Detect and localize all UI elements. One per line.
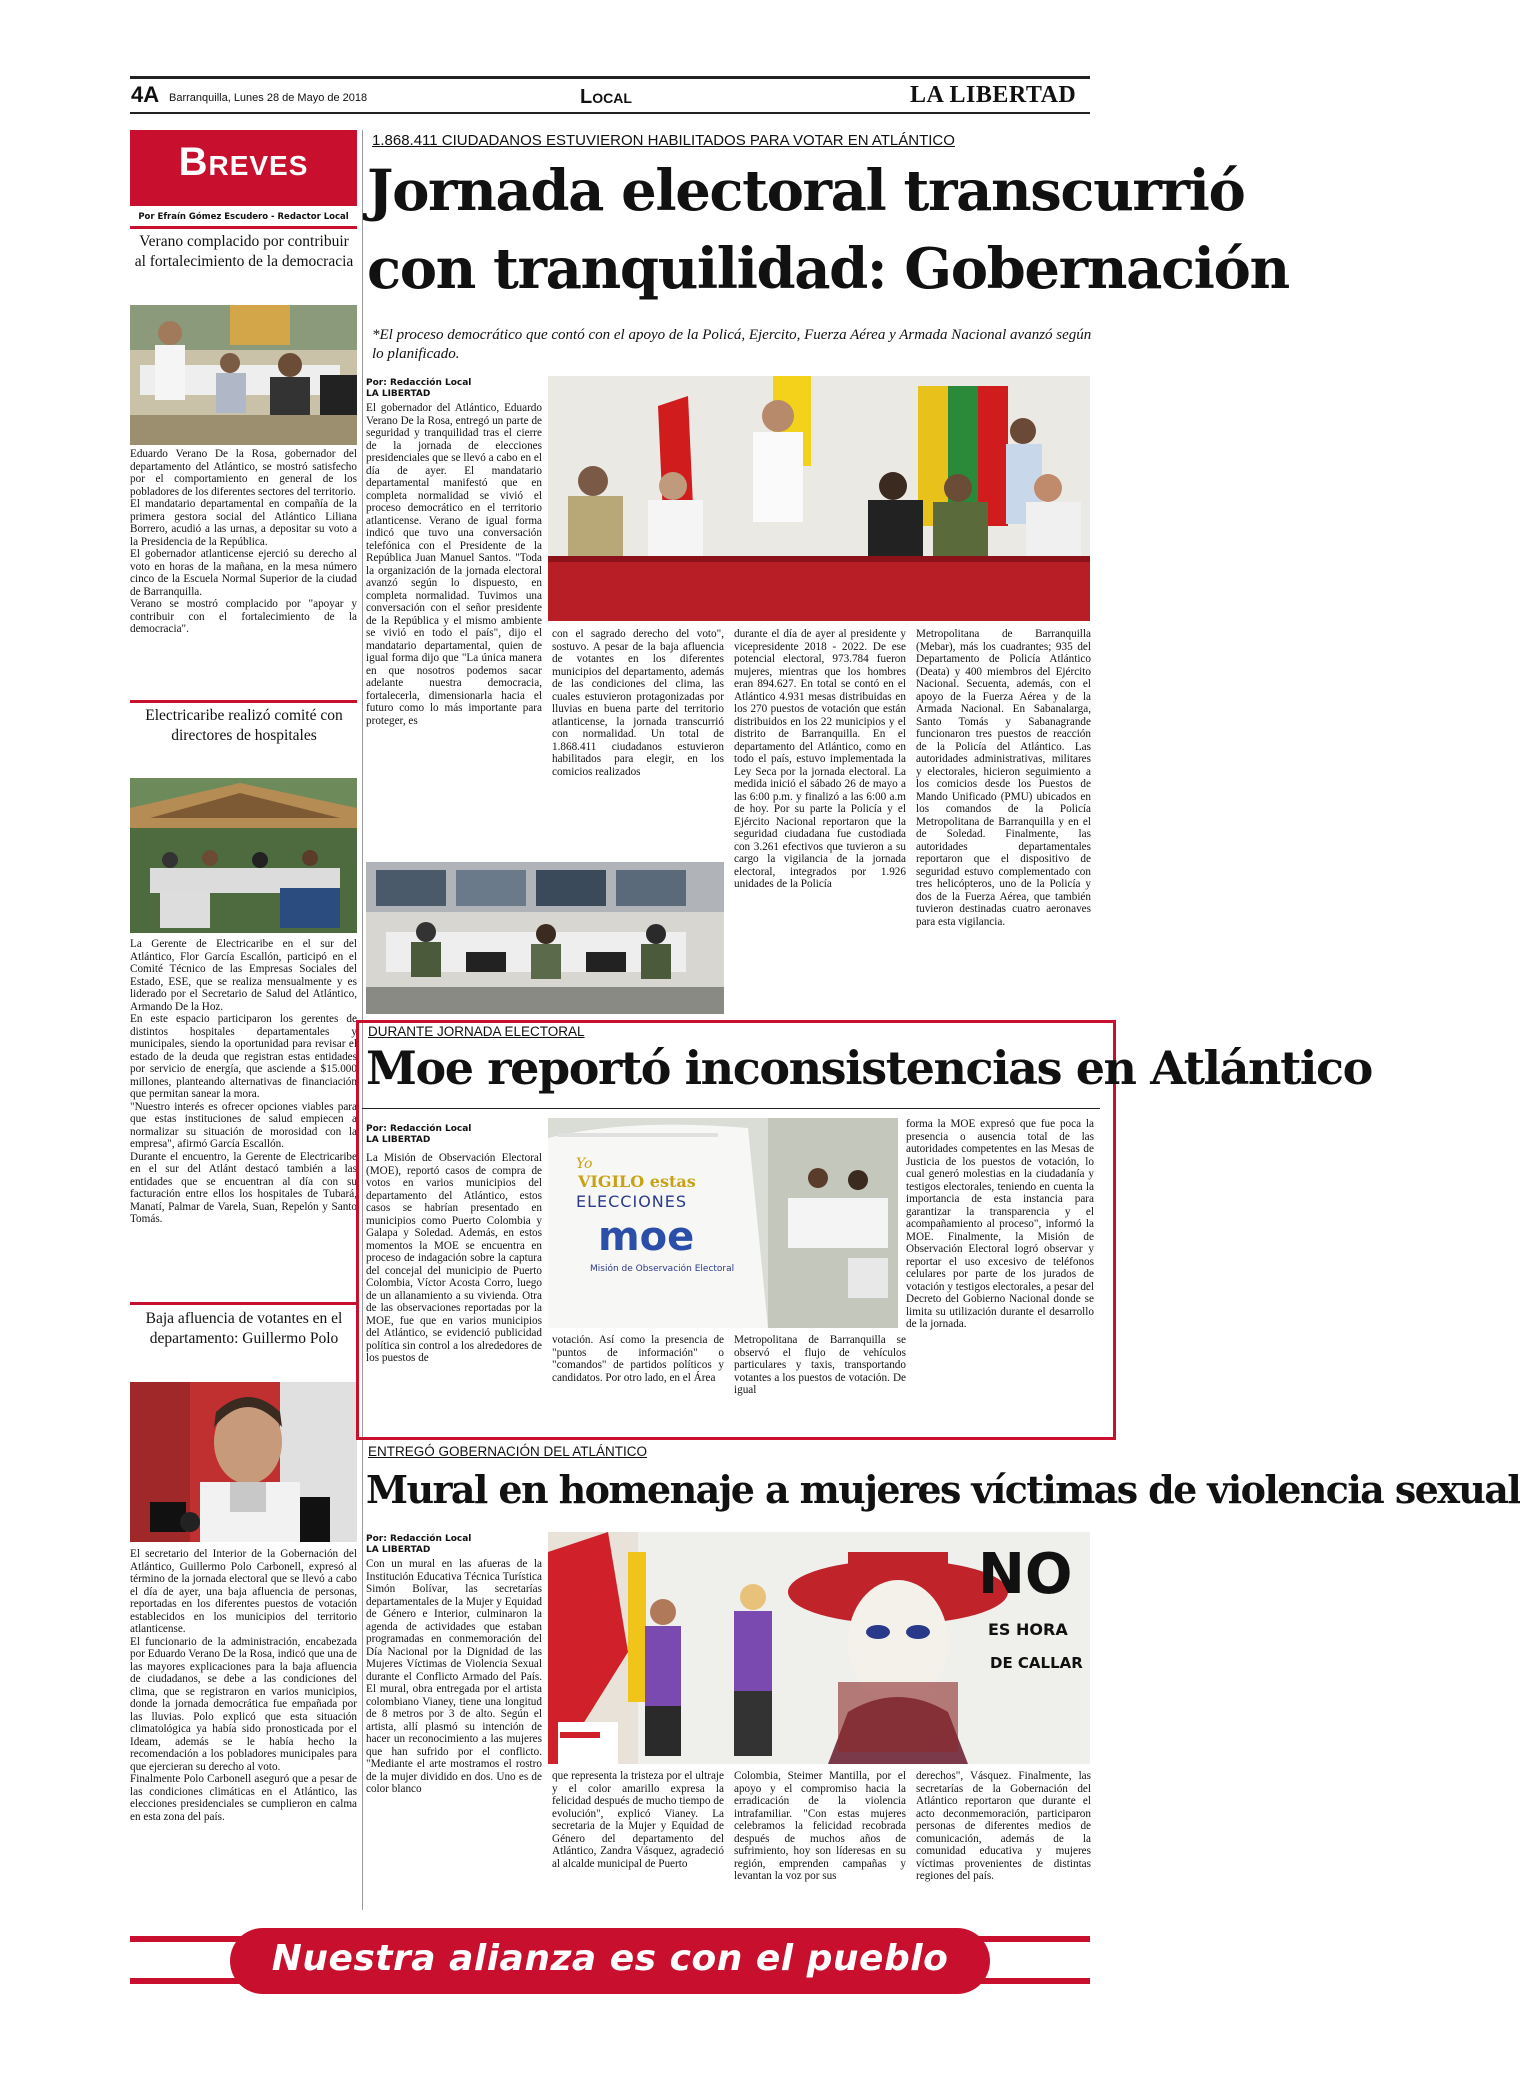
mural-kicker: ENTREGÓ GOBERNACIÓN DEL ATLÁNTICO <box>368 1444 648 1459</box>
mural-col-4: derechos", Vásquez. Finalmente, las secretarías de la Gobernación del Atlántico reportaron que durante el acto deconmemoración, participaron personas de diferentes medios de comunicación, además de la comunidad educativa y mujeres víctimas provenientes de distintas regiones del país. <box>916 1770 1091 1882</box>
mural-text-es-hora: ES HORA <box>988 1620 1068 1639</box>
moe-byline <box>366 1124 471 1146</box>
moe-byline-paper: LA LIBERTAD <box>366 1135 431 1145</box>
main-byline-paper: LA LIBERTAD <box>366 389 431 399</box>
brief-1-paragraph: El gobernador atlanticense ejerció su derecho al voto en horas de la mañana, en la mesa número cinco de la Escuela Normal Superior de la ciudad de Barranquilla. <box>130 548 357 598</box>
brief-3-body <box>130 1548 357 1908</box>
brief-1-paragraph: El mandatario departamental en compañía de la primera gestora social del Atlántico Liliana Borrero, acudió a las urnas, a depositar su voto a la Presidencia de la República. <box>130 498 357 548</box>
sidebar-red-rule <box>130 700 357 703</box>
moe-col-4: forma la MOE expresó que fue poca la presencia o ausencia total de las autoridades competentes en las Mesas de Justicia de los puestos de votación, lo cual generó molestias en la ciudadanía y testigos electorales, teniendo en cuenta la importancia de esta instancia para garantizar la transparencia y el acompañamiento al proceso", informó la MOE. Finalmente, la Misión de Observación Electoral logró observar y reportar el uso excesivo de teléfonos celulares por parte de los jurados de votación y testigos electorales, a pesar del Decreto del Gobierno Nacional donde se limita su utilización durante el desarrollo de la jornada. <box>906 1118 1094 1330</box>
main-byline <box>366 378 471 400</box>
brief-1-body <box>130 448 357 698</box>
sidebar-byline: Por Efraín Gómez Escudero - Redactor Local <box>138 212 349 222</box>
mural-col-2: que representa la tristeza por el ultraje y el color amarillo expresa la felicidad después de mucho tiempo de evolución", explicó Vianey. La secretaria de la Mujer y Equidad de Género del departamento del Atlántico, Zandra Vásquez, agradeció al alcalde municipal de Puerto <box>552 1770 724 1870</box>
mural-byline-author: Por: Redacción Local <box>366 1534 472 1544</box>
main-kicker: 1.868.411 CIUDADANOS ESTUVIERON HABILITADOS PARA VOTAR EN ATLÁNTICO <box>372 132 955 149</box>
brief-2-paragraph: Durante el encuentro, la Gerente de Electricaribe en el sur del Atlánt destacó también a las entidades que se encuentran al día con su facturación entre ellos los hospitales de Tubará, Manatí, Palmar de Varela, Suan, Repelón y Santo Tomás. <box>130 1150 357 1225</box>
brief-1-headline: Verano complacido por contribuir al fortalecimiento de la democracia <box>134 233 354 270</box>
mural-text-de-callar: DE CALLAR <box>990 1654 1083 1672</box>
brief-1-photo <box>130 305 357 445</box>
breves-title: Breves <box>178 140 309 184</box>
main-col-4: Metropolitana de Barranquilla (Mebar), más los cuadrantes; 935 del Departamento de Policía Atlántico (Deata) y 400 miembros del Ejército Nacional. Secuenta, además, con el apoyo de la Fuerza Aérea y de la Armada Nacional. En Sabanalarga, Santo Tomás y Sabanagrande funcionaron tres puestos de reacción de la Policía del Atlántico. Las autoridades administrativas, militares y electorales, hicieron seguimiento a los comicios desde los Puestos de Mando Unificado (PMU) ubicados en los comandos de la Policía Metropolitana de Barranquilla y en el de Soledad. Finalmente, las autoridades departamentales reportaron que el dispositivo de seguridad estuvo complementado con tres helicópteros, uno de la Policía y dos de la Fuerza Aérea, que también tuvieron destinadas cuatro aeronaves para esta vigilancia. <box>916 628 1091 928</box>
brief-2-paragraph: "Nuestro interés es ofrecer opciones viables para que estas instituciones de salud empiecen a normalizar su situación de morosidad con la empresa", afirmó García Escallón. <box>130 1100 357 1150</box>
mural-col-3: Colombia, Steimer Mantilla, por el apoyo y el compromiso hacia la erradicación de la violencia intrafamiliar. "Con estas mujeres celebramos la felicidad recobrada después de muchos años de sufrimiento, hoy son líderesas en su región, emprenden campañas y levantan la voz por sus <box>734 1770 906 1882</box>
moe-photo-observer <box>548 1118 898 1328</box>
footer-banner <box>130 1928 1090 1998</box>
section-name: Local <box>580 86 632 108</box>
mural-headline: Mural en homenaje a mujeres víctimas de violencia sexual <box>366 1467 1520 1512</box>
moe-logo: moe <box>598 1214 695 1260</box>
brief-3-paragraph: El secretario del Interior de la Gobernación del Atlántico, Guillermo Polo Carbonell, expresó al término de la jornada electoral que se llevó a cabo el día de ayer, una baja afluencia de personas, reportadas en los diferentes puestos de votación establecidos en los municipios del territorio atlanticense. <box>130 1548 357 1635</box>
main-headline-line-1: Jornada electoral transcurrió <box>367 158 1245 224</box>
main-col-1: El gobernador del Atlántico, Eduardo Verano De la Rosa, entregó un parte de seguridad y tranquilidad tras el cierre de la jornada de elecciones presidenciales que se llevó a cabo en el día de ayer. El mandatario departamental manifestó que en completa normalidad se vivió el proceso democrático en el territorio atlanticense. Verano de igual forma indicó que tuvo una conversación telefónica con el Presidente de la República Juan Manuel Santos. "Toda la organización de la jornada electoral avanzó según lo dispuesto, en completa normalidad. Tuvimos una conversación con el señor presidente de la República y el mismo ambiente se vivió en todo el país", dijo el mandatario departamental, quien de igual forma dijo que "La única manera en que nosotros podemos sacar adelante nuestra democracia, fortalecerla, dimensionarla hacia el futuro como lo más importante para proteger, es <box>366 402 542 727</box>
mural-byline-paper: LA LIBERTAD <box>366 1545 431 1555</box>
sidebar-red-rule <box>130 1302 357 1305</box>
moe-headline: Moe reportó inconsistencias en Atlántico <box>366 1041 1372 1095</box>
brief-2-photo <box>130 778 357 933</box>
main-headline-line-2: con tranquilidad: Gobernación <box>367 236 1289 302</box>
brief-3-paragraph: El funcionario de la administración, encabezada por Eduardo Verano De la Rosa, indicó que una de las mayores explicaciones para la baja afluencia de ciudadanos, se debe a las condiciones del clima, que se registraron en varios municipios, donde la jornada democrática fue empañada por las lluvias. Polo explicó que esta situación climatológica ya había sido pronosticada por el Ideam, además se le había hecho la recomendación a los pobladores municipales para que ejercieran su derecho al voto. <box>130 1635 357 1773</box>
mural-byline <box>366 1534 471 1556</box>
mural-text-no: NO <box>978 1542 1073 1607</box>
moe-col-2: votación. Así como la presencia de "puntos de información" o "comandos" de partidos políticos y candidatos. Por otro lado, en el Área <box>552 1334 724 1384</box>
main-col-2: con el sagrado derecho del voto", sostuvo. A pesar de la baja afluencia de votantes en los diferentes municipios del departamento, además de las condiciones del clima, las cuales estuvieron protagonizadas por lluvias en buena parte del territorio atlanticense, la jornada transcurrió con normalidad. Un total de 1.868.411 ciudadanos estuvieron habilitados para elegir, en los comicios realizados <box>552 628 724 778</box>
main-byline-author: Por: Redacción Local <box>366 378 472 388</box>
brief-2-paragraph: En este espacio participaron los gerentes de distintos hospitales departamentales y municipales, siendo la oportunidad para revisar el estado de la deuda que registran estas entidades por servicio de energía, que asciende a $15.000 millones, planteando alternativas de financiación que permitan sanear la mora. <box>130 1013 357 1100</box>
brief-1-paragraph: Eduardo Verano De la Rosa, gobernador del departamento del Atlántico, se mostró satisfecho por el comportamiento en general de los pobladores de los diferentes sectores del territorio. <box>130 448 357 498</box>
main-photo-command-center <box>366 862 724 1014</box>
footer-slogan: Nuestra alianza es con el pueblo <box>271 1938 949 1979</box>
masthead: LA LIBERTAD <box>910 82 1077 108</box>
mural-photo <box>548 1532 1090 1764</box>
moe-shirt-text-yo: Yo <box>576 1156 593 1172</box>
moe-kicker: DURANTE JORNADA ELECTORAL <box>368 1024 585 1039</box>
sidebar-red-rule <box>130 226 357 229</box>
moe-shirt-caption: Misión de Observación Electoral <box>590 1264 735 1274</box>
main-photo-press-conference <box>548 376 1090 621</box>
header-bottom-rule <box>130 112 1090 114</box>
main-col-3: durante el día de ayer al presidente y vicepresidente 2018 - 2022. De ese potencial electoral, 973.784 fueron mujeres, mientras que los hombres eran 894.627. En total se contó en el Atlántico 4.931 mesas distribuidas en los 270 puestos de votación que están distribuidos en los 22 municipios y el distrito de Barranquilla. En el departamento del Atlántico, como en todo el país, estuvo implementada la Ley Seca por la jornada electoral. La medida inició el sábado 26 de mayo a las 6:00 p.m. y finalizó a las 6:00 a.m de hoy. Por su parte la Policía y el Ejército Nacional reportaron que la seguridad ciudadana fue custodiada con 3.261 efectivos que tuvieron a su cargo la vigilancia de la jornada electoral, integrados por 1.926 unidades de la Policía <box>734 628 906 890</box>
brief-3-photo <box>130 1382 357 1542</box>
brief-2-headline: Electricaribe realizó comité con directores de hospitales <box>145 707 343 744</box>
brief-2-paragraph: La Gerente de Electricaribe en el sur del Atlántico, Flor García Escallón, participó en el Comité Técnico de las Empresas Sociales del Estado, ESE, que se realiza mensualmente y es liderado por el Secretario de Salud del Atlántico, Armando De la Hoz. <box>130 938 357 1013</box>
moe-col-1: La Misión de Observación Electoral (MOE), reportó casos de compra de votos en varios municipios del departamento del Atlántico, estos casos se habrían presentado en municipios como Puerto Colombia y Galapa y Soledad. Además, en estos momentos la MOE se encuentra en proceso de indagación sobre la captura del concejal del municipio de Puerto Colombia, Víctor Acosta Corro, luego de un allanamiento a su vivienda. Otra de las observaciones reportadas por la MOE, fue que en varios municipios del Atlántico, se evidenció publicidad política sin control a los alrededores de los puestos de <box>366 1152 542 1364</box>
moe-headline-rule <box>362 1108 1100 1109</box>
moe-shirt-text-elecciones: ELECCIONES <box>576 1192 688 1211</box>
page-number: 4A <box>131 82 160 107</box>
moe-byline-author: Por: Redacción Local <box>366 1124 472 1134</box>
mural-col-1: Con un mural en las afueras de la Institución Educativa Técnica Turística Simón Bolívar, las secretarías departamentales de la Mujer y Equidad de Género e Interior, culminaron la agenda de actividades que estaban programadas en conmemoración del Día Nacional por la Dignidad de las Mujeres Víctimas de Violencia Sexual durante el Conflicto Armado del País. El mural, obra entregada por el artista colombiano Vianey, tiene una longitud de 8 metros por 3 de alto. Según el artista, allí plasmó su intención de hacer un reconocimiento a las mujeres que han sufrido por el conflicto. "Mediante el arte mostramos el rostro de la mujer dividido en dos. Uno es de color blanco <box>366 1558 542 1795</box>
moe-col-3: Metropolitana de Barranquilla se observó el flujo de vehículos particulares y taxis, transportando votantes a los puestos de votación. De igual <box>734 1334 906 1396</box>
header-top-rule <box>130 76 1090 79</box>
brief-2-body <box>130 938 357 1300</box>
brief-3-headline: Baja afluencia de votantes en el departamento: Guillermo Polo <box>145 1310 343 1347</box>
date-line: Barranquilla, Lunes 28 de Mayo de 2018 <box>169 92 368 104</box>
breves-banner <box>130 130 357 206</box>
brief-1-paragraph: Verano se mostró complacido por "apoyar y contribuir con el fortalecimiento de la democracia". <box>130 598 357 635</box>
brief-3-paragraph: Finalmente Polo Carbonell aseguró que a pesar de las condiciones climáticas en el Atlántico, las elecciones presidenciales se cumplieron en calma en esta zona del país. <box>130 1773 357 1823</box>
moe-shirt-text-vigilo: VIGILO estas <box>578 1172 696 1191</box>
main-deck: *El proceso democrático que contó con el apoyo de la Policá, Ejercito, Fuerza Aérea y Armada Nacional avanzó según lo planificado. <box>372 327 1092 362</box>
